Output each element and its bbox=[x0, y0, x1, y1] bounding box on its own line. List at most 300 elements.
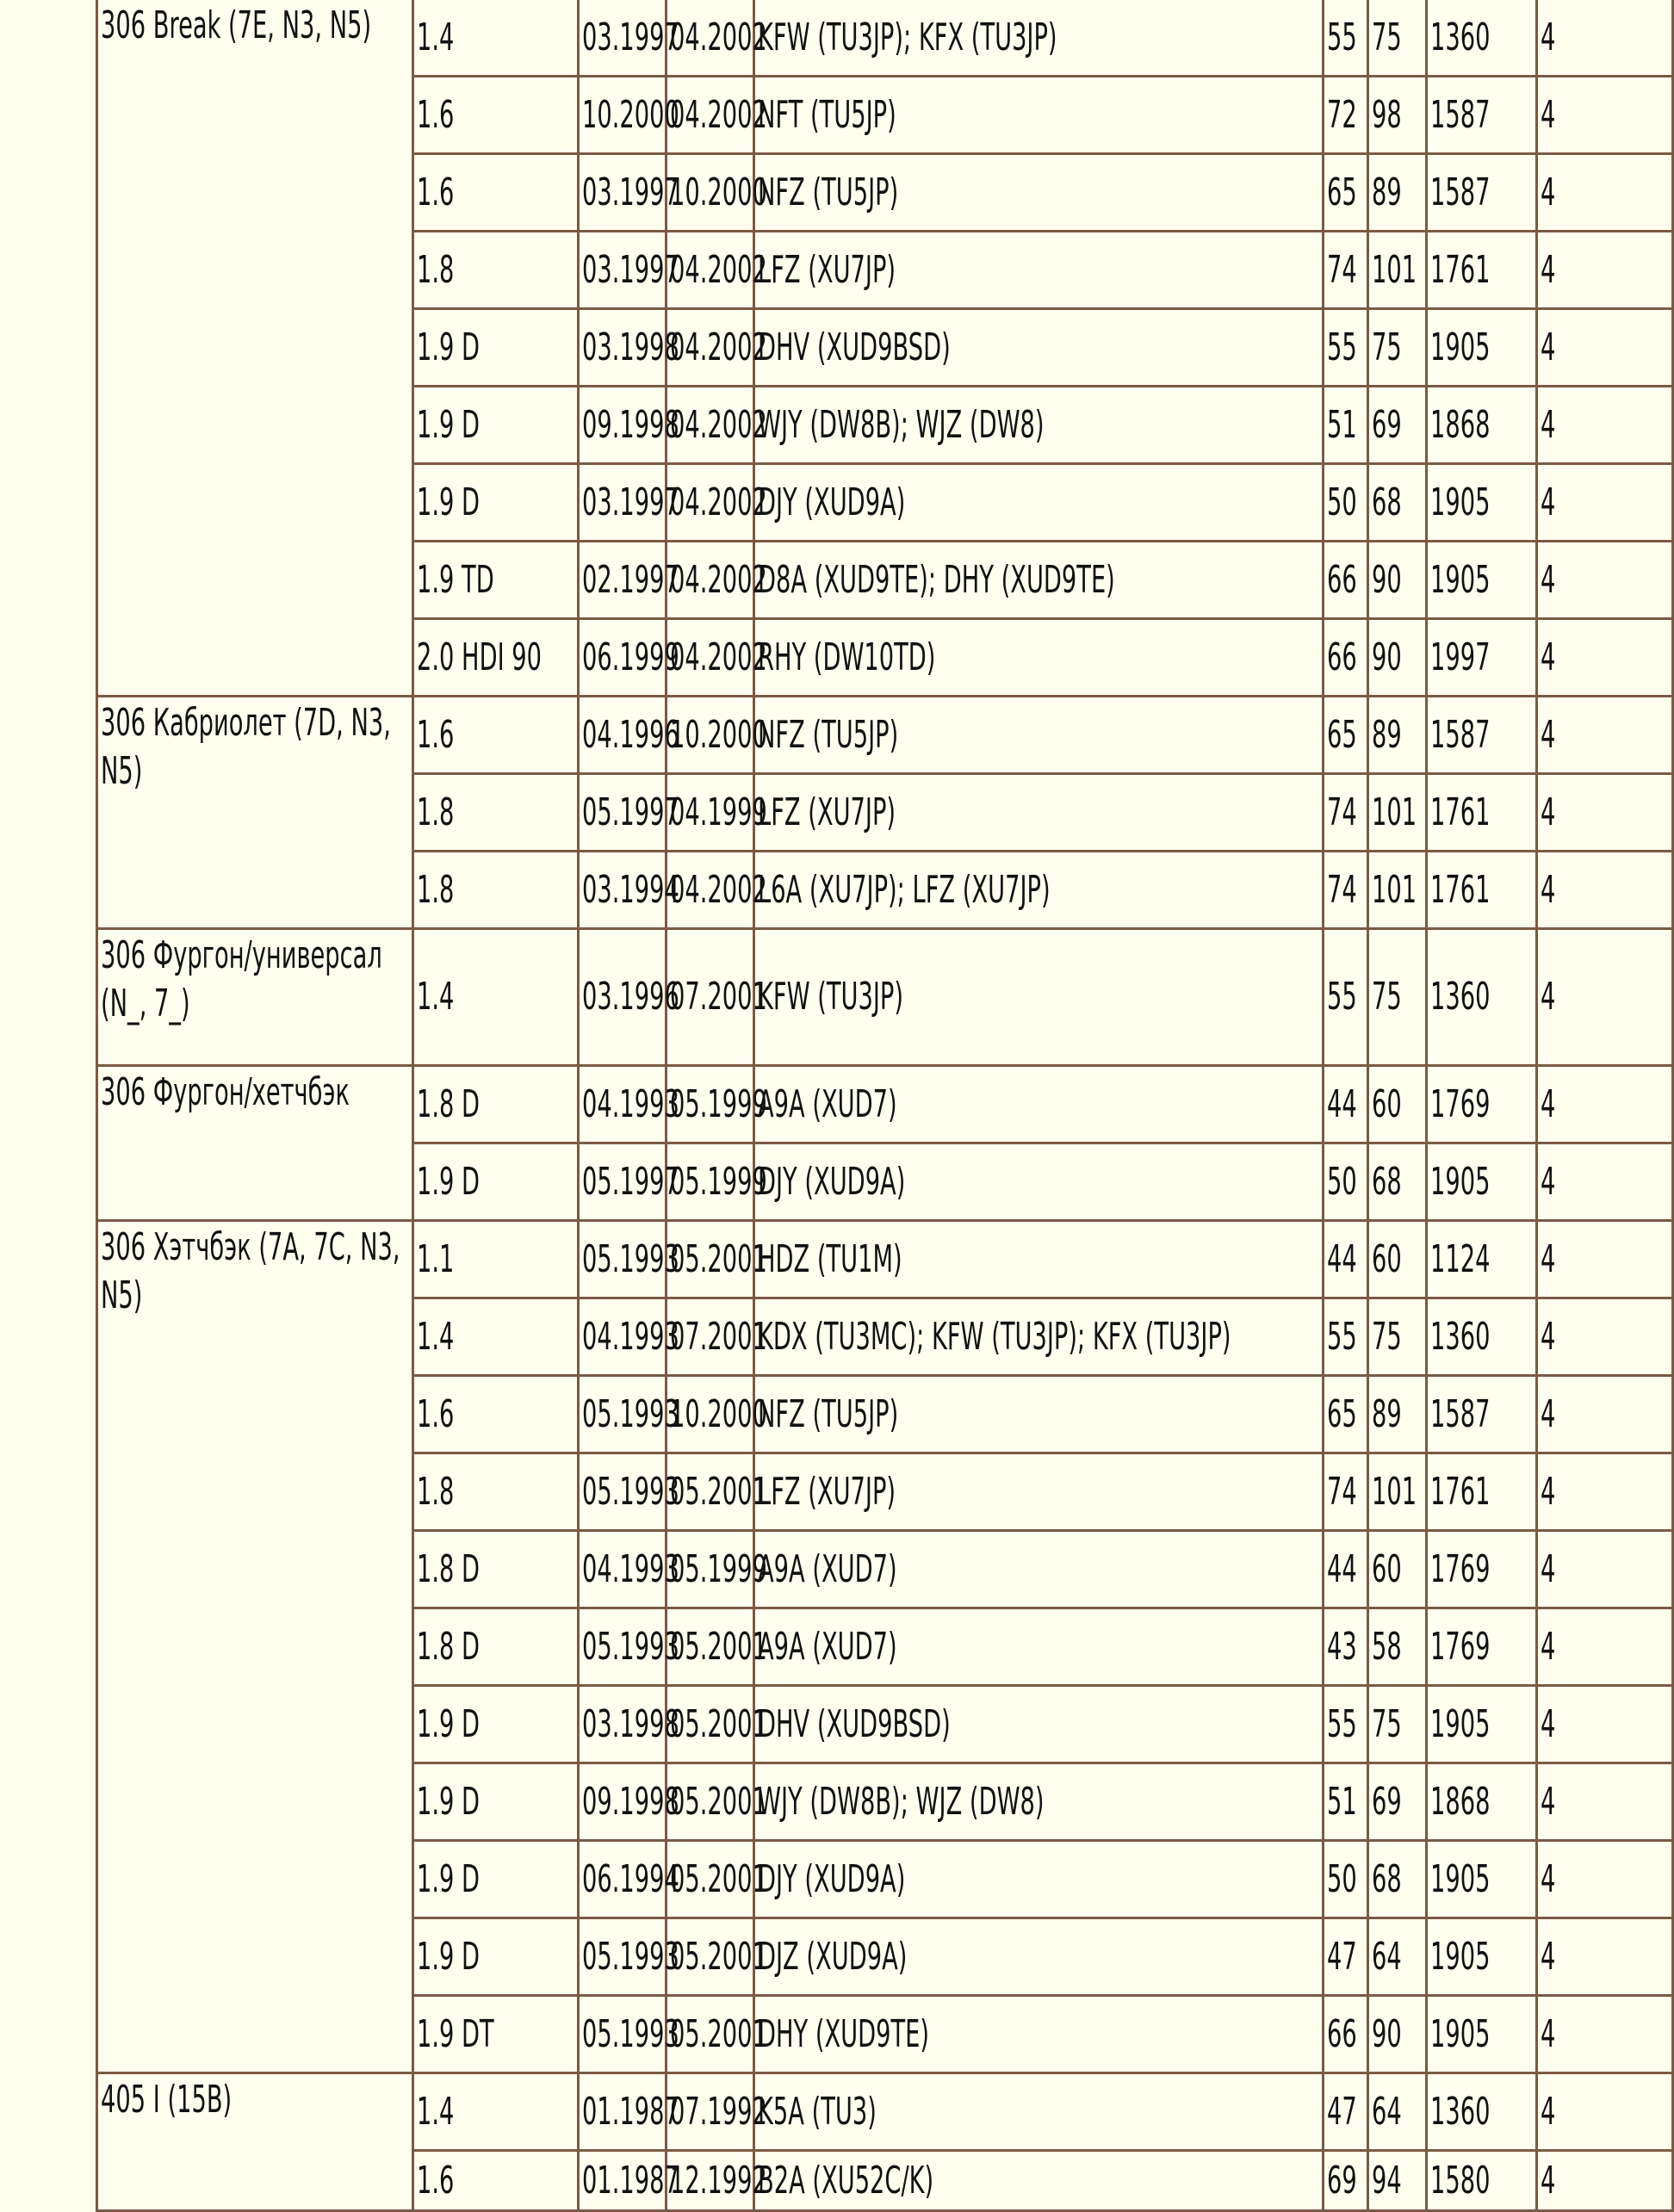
cylinders-text: 4 bbox=[1541, 1081, 1556, 1126]
year-from-cell bbox=[579, 464, 679, 542]
year-to-cell bbox=[666, 1376, 767, 1453]
engine-code-text: LFZ (XU7JP) bbox=[758, 1469, 896, 1514]
cylinders-cell bbox=[1537, 232, 1673, 309]
hp-text: 75 bbox=[1372, 1314, 1402, 1359]
engine-code-text: DJY (XUD9A) bbox=[758, 480, 906, 524]
engine-volume-cell bbox=[413, 1143, 579, 1221]
engine-volume-cell bbox=[413, 697, 579, 774]
engine-code-cell bbox=[754, 1686, 1324, 1763]
engine-volume-text: 1.4 bbox=[417, 975, 455, 1019]
ccm-cell bbox=[1427, 619, 1537, 697]
year-from-text: 03.1997 bbox=[582, 247, 679, 292]
engine-volume-text: 1.8 D bbox=[417, 1081, 480, 1126]
kw-text: 51 bbox=[1327, 1779, 1357, 1824]
year-to-text: 04.2002 bbox=[670, 557, 767, 602]
kw-text: 65 bbox=[1327, 1391, 1357, 1436]
year-from-cell bbox=[579, 852, 679, 929]
engine-volume-text: 1.8 D bbox=[417, 1546, 480, 1591]
engine-code-text: KFW (TU3JP) bbox=[758, 975, 903, 1019]
kw-cell bbox=[1324, 0, 1368, 77]
model-name: 306 Фургон/универсал (N_, 7_) bbox=[101, 933, 382, 1025]
engine-volume-cell bbox=[413, 154, 579, 232]
engine-code-cell bbox=[754, 232, 1324, 309]
hp-text: 90 bbox=[1372, 2011, 1402, 2056]
kw-cell bbox=[1324, 309, 1368, 387]
year-to-cell bbox=[666, 387, 767, 464]
year-from-text: 05.1993 bbox=[582, 1934, 679, 1979]
kw-text: 65 bbox=[1327, 712, 1357, 757]
hp-text: 60 bbox=[1372, 1546, 1402, 1591]
engine-volume-text: 2.0 HDI 90 bbox=[417, 635, 542, 679]
year-to-cell bbox=[666, 619, 767, 697]
engine-volume-text: 1.8 D bbox=[417, 1624, 480, 1669]
ccm-cell bbox=[1427, 2151, 1537, 2211]
year-from-text: 05.1993 bbox=[582, 1624, 679, 1669]
year-from-cell bbox=[579, 697, 679, 774]
year-from-text: 02.1997 bbox=[582, 557, 679, 602]
engine-volume-text: 1.6 bbox=[417, 2158, 455, 2203]
ccm-text: 1761 bbox=[1430, 867, 1491, 912]
engine-volume-cell bbox=[413, 1066, 579, 1143]
engine-code-text: K5A (TU3) bbox=[758, 2089, 877, 2134]
ccm-text: 1761 bbox=[1430, 790, 1491, 834]
table-row bbox=[97, 1066, 1673, 1143]
year-to-cell bbox=[666, 1143, 767, 1221]
year-to-text: 05.2001 bbox=[670, 1469, 767, 1514]
ccm-text: 1769 bbox=[1430, 1081, 1491, 1126]
ccm-text: 1905 bbox=[1430, 325, 1491, 369]
engine-code-text: NFZ (TU5JP) bbox=[758, 712, 899, 757]
ccm-cell bbox=[1427, 1531, 1537, 1608]
ccm-text: 1360 bbox=[1430, 2089, 1491, 2134]
ccm-text: 1580 bbox=[1430, 2158, 1491, 2203]
engine-code-cell bbox=[754, 77, 1324, 154]
year-from-cell bbox=[579, 1143, 679, 1221]
kw-cell bbox=[1324, 1841, 1368, 1918]
hp-text: 89 bbox=[1372, 1391, 1402, 1436]
year-from-text: 03.1998 bbox=[582, 1701, 679, 1746]
kw-text: 55 bbox=[1327, 15, 1357, 59]
kw-text: 55 bbox=[1327, 1314, 1357, 1359]
year-from-cell bbox=[579, 387, 679, 464]
hp-text: 75 bbox=[1372, 325, 1402, 369]
ccm-cell bbox=[1427, 1841, 1537, 1918]
ccm-cell bbox=[1427, 1686, 1537, 1763]
cylinders-text: 4 bbox=[1541, 1701, 1556, 1746]
engine-code-text: WJY (DW8B); WJZ (DW8) bbox=[758, 1779, 1045, 1824]
ccm-cell bbox=[1427, 1763, 1537, 1841]
year-from-cell bbox=[579, 1531, 679, 1608]
model-name: 306 Break (7E, N3, N5) bbox=[101, 3, 372, 47]
cylinders-text: 4 bbox=[1541, 1624, 1556, 1669]
kw-text: 55 bbox=[1327, 1701, 1357, 1746]
cylinders-text: 4 bbox=[1541, 790, 1556, 834]
year-to-cell bbox=[666, 1996, 767, 2073]
engine-code-text: D8A (XUD9TE); DHY (XUD9TE) bbox=[758, 557, 1115, 602]
engine-code-text: WJY (DW8B); WJZ (DW8) bbox=[758, 402, 1045, 447]
year-from-cell bbox=[579, 1996, 679, 2073]
year-from-text: 09.1998 bbox=[582, 402, 679, 447]
cylinders-cell bbox=[1537, 1763, 1673, 1841]
year-from-text: 03.1997 bbox=[582, 480, 679, 524]
engine-code-text: HDZ (TU1M) bbox=[758, 1236, 902, 1281]
engine-code-text: DHV (XUD9BSD) bbox=[758, 1701, 951, 1746]
year-from-cell bbox=[579, 232, 679, 309]
engine-volume-cell bbox=[413, 232, 579, 309]
hp-cell bbox=[1368, 2151, 1427, 2211]
engine-code-text: L6A (XU7JP); LFZ (XU7JP) bbox=[758, 867, 1051, 912]
year-from-text: 06.1999 bbox=[582, 635, 679, 679]
ccm-text: 1124 bbox=[1430, 1236, 1491, 1281]
ccm-cell bbox=[1427, 1453, 1537, 1531]
year-from-text: 01.1987 bbox=[582, 2158, 679, 2203]
hp-cell bbox=[1368, 1841, 1427, 1918]
engine-volume-cell bbox=[413, 542, 579, 619]
engine-volume-cell bbox=[413, 619, 579, 697]
model-cell bbox=[97, 1066, 413, 1221]
year-from-text: 05.1993 bbox=[582, 1236, 679, 1281]
engine-volume-text: 1.9 D bbox=[417, 1159, 480, 1204]
year-to-cell bbox=[666, 77, 767, 154]
year-to-text: 04.2002 bbox=[670, 92, 767, 137]
engine-volume-text: 1.9 D bbox=[417, 1856, 480, 1901]
kw-cell bbox=[1324, 697, 1368, 774]
year-from-text: 06.1994 bbox=[582, 1856, 679, 1901]
kw-cell bbox=[1324, 1453, 1368, 1531]
hp-cell bbox=[1368, 774, 1427, 852]
cylinders-cell bbox=[1537, 1066, 1673, 1143]
table-row bbox=[97, 697, 1673, 774]
engine-volume-cell bbox=[413, 77, 579, 154]
cylinders-cell bbox=[1537, 1841, 1673, 1918]
kw-text: 55 bbox=[1327, 975, 1357, 1019]
engine-code-text: LFZ (XU7JP) bbox=[758, 247, 896, 292]
year-from-text: 04.1993 bbox=[582, 1314, 679, 1359]
hp-text: 75 bbox=[1372, 975, 1402, 1019]
engine-code-cell bbox=[754, 697, 1324, 774]
cylinders-text: 4 bbox=[1541, 1856, 1556, 1901]
kw-text: 44 bbox=[1327, 1546, 1357, 1591]
year-to-cell bbox=[666, 1531, 767, 1608]
engine-code-cell bbox=[754, 309, 1324, 387]
year-to-cell bbox=[666, 464, 767, 542]
ccm-text: 1905 bbox=[1430, 1159, 1491, 1204]
year-to-text: 05.2001 bbox=[670, 1934, 767, 1979]
cylinders-text: 4 bbox=[1541, 1314, 1556, 1359]
cylinders-text: 4 bbox=[1541, 170, 1556, 214]
ccm-cell bbox=[1427, 0, 1537, 77]
engine-code-text: DJY (XUD9A) bbox=[758, 1856, 906, 1901]
model-name: 405 I (15B) bbox=[101, 2078, 232, 2122]
year-from-cell bbox=[579, 1066, 679, 1143]
engine-volume-cell bbox=[413, 1996, 579, 2073]
kw-cell bbox=[1324, 1531, 1368, 1608]
kw-text: 69 bbox=[1327, 2158, 1357, 2203]
engine-volume-text: 1.4 bbox=[417, 1314, 455, 1359]
cylinders-text: 4 bbox=[1541, 1159, 1556, 1204]
ccm-cell bbox=[1427, 542, 1537, 619]
engine-volume-text: 1.4 bbox=[417, 15, 455, 59]
cylinders-text: 4 bbox=[1541, 2089, 1556, 2134]
ccm-text: 1905 bbox=[1430, 480, 1491, 524]
engine-code-text: LFZ (XU7JP) bbox=[758, 790, 896, 834]
year-to-text: 05.1999 bbox=[670, 1081, 767, 1126]
kw-text: 66 bbox=[1327, 635, 1357, 679]
hp-text: 89 bbox=[1372, 170, 1402, 214]
table-row bbox=[97, 1221, 1673, 1298]
ccm-cell bbox=[1427, 774, 1537, 852]
kw-cell bbox=[1324, 1298, 1368, 1376]
year-from-text: 03.1994 bbox=[582, 867, 679, 912]
hp-cell bbox=[1368, 154, 1427, 232]
kw-text: 74 bbox=[1327, 1469, 1357, 1514]
year-to-cell bbox=[666, 1453, 767, 1531]
year-from-text: 04.1993 bbox=[582, 1546, 679, 1591]
engine-code-cell bbox=[754, 1376, 1324, 1453]
ccm-cell bbox=[1427, 697, 1537, 774]
year-to-cell bbox=[666, 2151, 767, 2211]
engine-volume-cell bbox=[413, 1453, 579, 1531]
kw-cell bbox=[1324, 1143, 1368, 1221]
year-to-cell bbox=[666, 929, 767, 1066]
engine-volume-cell bbox=[413, 774, 579, 852]
year-from-cell bbox=[579, 154, 679, 232]
engine-volume-cell bbox=[413, 1531, 579, 1608]
kw-text: 44 bbox=[1327, 1236, 1357, 1281]
hp-cell bbox=[1368, 852, 1427, 929]
engine-code-cell bbox=[754, 1298, 1324, 1376]
engine-code-text: DHV (XUD9BSD) bbox=[758, 325, 951, 369]
engine-volume-cell bbox=[413, 2151, 579, 2211]
cylinders-cell bbox=[1537, 542, 1673, 619]
engine-code-text: A9A (XUD7) bbox=[758, 1624, 897, 1669]
year-to-text: 05.2001 bbox=[670, 1624, 767, 1669]
year-from-text: 05.1997 bbox=[582, 790, 679, 834]
hp-text: 68 bbox=[1372, 480, 1402, 524]
kw-cell bbox=[1324, 387, 1368, 464]
engine-volume-text: 1.9 D bbox=[417, 480, 480, 524]
hp-text: 94 bbox=[1372, 2158, 1402, 2203]
hp-text: 69 bbox=[1372, 1779, 1402, 1824]
ccm-cell bbox=[1427, 77, 1537, 154]
engine-volume-text: 1.9 DT bbox=[417, 2011, 494, 2056]
year-from-text: 03.1997 bbox=[582, 15, 679, 59]
engine-code-text: KDX (TU3MC); KFW (TU3JP); KFX (TU3JP) bbox=[758, 1314, 1231, 1359]
year-to-text: 10.2000 bbox=[670, 712, 767, 757]
kw-cell bbox=[1324, 1996, 1368, 2073]
kw-text: 66 bbox=[1327, 2011, 1357, 2056]
ccm-text: 1905 bbox=[1430, 1934, 1491, 1979]
cylinders-cell bbox=[1537, 1453, 1673, 1531]
kw-cell bbox=[1324, 1763, 1368, 1841]
ccm-text: 1587 bbox=[1430, 712, 1491, 757]
engine-code-cell bbox=[754, 1841, 1324, 1918]
year-to-cell bbox=[666, 1841, 767, 1918]
ccm-cell bbox=[1427, 1221, 1537, 1298]
cylinders-cell bbox=[1537, 2073, 1673, 2151]
hp-cell bbox=[1368, 464, 1427, 542]
ccm-text: 1587 bbox=[1430, 170, 1491, 214]
cylinders-cell bbox=[1537, 619, 1673, 697]
engine-code-text: NFZ (TU5JP) bbox=[758, 170, 899, 214]
year-to-text: 05.2001 bbox=[670, 1236, 767, 1281]
engine-volume-text: 1.6 bbox=[417, 170, 455, 214]
kw-text: 65 bbox=[1327, 170, 1357, 214]
year-to-text: 07.1992 bbox=[670, 2089, 767, 2134]
ccm-cell bbox=[1427, 1918, 1537, 1996]
cylinders-text: 4 bbox=[1541, 1779, 1556, 1824]
hp-cell bbox=[1368, 697, 1427, 774]
engine-volume-text: 1.9 D bbox=[417, 1779, 480, 1824]
cylinders-text: 4 bbox=[1541, 247, 1556, 292]
year-to-cell bbox=[666, 1918, 767, 1996]
hp-text: 98 bbox=[1372, 92, 1402, 137]
hp-cell bbox=[1368, 1453, 1427, 1531]
hp-text: 101 bbox=[1372, 247, 1417, 292]
engine-volume-text: 1.8 bbox=[417, 247, 455, 292]
year-from-text: 03.1998 bbox=[582, 325, 679, 369]
year-to-text: 04.2002 bbox=[670, 402, 767, 447]
engine-volume-text: 1.8 bbox=[417, 867, 455, 912]
year-from-text: 03.1997 bbox=[582, 170, 679, 214]
year-from-text: 01.1987 bbox=[582, 2089, 679, 2134]
kw-cell bbox=[1324, 2151, 1368, 2211]
hp-cell bbox=[1368, 929, 1427, 1066]
hp-cell bbox=[1368, 387, 1427, 464]
year-to-text: 10.2000 bbox=[670, 170, 767, 214]
hp-cell bbox=[1368, 1531, 1427, 1608]
ccm-text: 1360 bbox=[1430, 15, 1491, 59]
year-to-cell bbox=[666, 1221, 767, 1298]
year-to-text: 05.2001 bbox=[670, 1856, 767, 1901]
hp-cell bbox=[1368, 2073, 1427, 2151]
engine-volume-text: 1.6 bbox=[417, 712, 455, 757]
ccm-cell bbox=[1427, 1376, 1537, 1453]
cylinders-cell bbox=[1537, 77, 1673, 154]
year-from-text: 04.1993 bbox=[582, 1081, 679, 1126]
ccm-text: 1905 bbox=[1430, 557, 1491, 602]
hp-text: 101 bbox=[1372, 867, 1417, 912]
year-to-text: 04.2002 bbox=[670, 480, 767, 524]
year-from-cell bbox=[579, 309, 679, 387]
cylinders-text: 4 bbox=[1541, 2011, 1556, 2056]
year-from-text: 10.2000 bbox=[582, 92, 679, 137]
hp-text: 75 bbox=[1372, 1701, 1402, 1746]
year-to-cell bbox=[666, 309, 767, 387]
year-to-cell bbox=[666, 232, 767, 309]
hp-cell bbox=[1368, 0, 1427, 77]
engine-code-text: DHY (XUD9TE) bbox=[758, 2011, 930, 2056]
kw-cell bbox=[1324, 2073, 1368, 2151]
year-to-text: 04.2002 bbox=[670, 15, 767, 59]
cylinders-text: 4 bbox=[1541, 325, 1556, 369]
engine-code-cell bbox=[754, 1996, 1324, 2073]
ccm-text: 1868 bbox=[1430, 402, 1491, 447]
cylinders-text: 4 bbox=[1541, 2158, 1556, 2203]
hp-cell bbox=[1368, 1066, 1427, 1143]
year-to-cell bbox=[666, 852, 767, 929]
engine-volume-text: 1.9 D bbox=[417, 325, 480, 369]
ccm-cell bbox=[1427, 387, 1537, 464]
cylinders-cell bbox=[1537, 852, 1673, 929]
year-from-cell bbox=[579, 619, 679, 697]
ccm-cell bbox=[1427, 154, 1537, 232]
hp-cell bbox=[1368, 1221, 1427, 1298]
year-to-cell bbox=[666, 2073, 767, 2151]
hp-text: 90 bbox=[1372, 557, 1402, 602]
kw-cell bbox=[1324, 464, 1368, 542]
hp-text: 68 bbox=[1372, 1159, 1402, 1204]
kw-cell bbox=[1324, 1686, 1368, 1763]
cylinders-cell bbox=[1537, 1531, 1673, 1608]
hp-cell bbox=[1368, 1763, 1427, 1841]
model-name: 306 Фургон/хетчбэк bbox=[101, 1070, 350, 1114]
kw-text: 66 bbox=[1327, 557, 1357, 602]
year-from-cell bbox=[579, 2073, 679, 2151]
kw-cell bbox=[1324, 232, 1368, 309]
ccm-text: 1587 bbox=[1430, 1391, 1491, 1436]
year-from-cell bbox=[579, 2151, 679, 2211]
hp-text: 101 bbox=[1372, 1469, 1417, 1514]
year-from-cell bbox=[579, 1686, 679, 1763]
cylinders-text: 4 bbox=[1541, 635, 1556, 679]
engine-volume-cell bbox=[413, 1376, 579, 1453]
kw-text: 50 bbox=[1327, 480, 1357, 524]
engine-code-text: A9A (XUD7) bbox=[758, 1546, 897, 1591]
engine-code-cell bbox=[754, 619, 1324, 697]
cylinders-cell bbox=[1537, 1918, 1673, 1996]
year-from-cell bbox=[579, 1453, 679, 1531]
cylinders-text: 4 bbox=[1541, 1236, 1556, 1281]
kw-cell bbox=[1324, 619, 1368, 697]
cylinders-text: 4 bbox=[1541, 1546, 1556, 1591]
engine-code-text: RHY (DW10TD) bbox=[758, 635, 936, 679]
year-from-text: 05.1993 bbox=[582, 1391, 679, 1436]
engine-volume-cell bbox=[413, 1686, 579, 1763]
ccm-text: 1769 bbox=[1430, 1546, 1491, 1591]
cylinders-cell bbox=[1537, 1608, 1673, 1686]
cylinders-cell bbox=[1537, 0, 1673, 77]
kw-text: 43 bbox=[1327, 1624, 1357, 1669]
engine-code-cell bbox=[754, 1221, 1324, 1298]
engine-volume-cell bbox=[413, 1841, 579, 1918]
ccm-text: 1905 bbox=[1430, 2011, 1491, 2056]
year-from-cell bbox=[579, 1918, 679, 1996]
ccm-text: 1868 bbox=[1430, 1779, 1491, 1824]
vehicle-applicability-table bbox=[96, 0, 1674, 2212]
hp-cell bbox=[1368, 1996, 1427, 2073]
year-from-cell bbox=[579, 1221, 679, 1298]
year-from-cell bbox=[579, 1841, 679, 1918]
engine-volume-cell bbox=[413, 1918, 579, 1996]
kw-text: 51 bbox=[1327, 402, 1357, 447]
kw-cell bbox=[1324, 1918, 1368, 1996]
hp-cell bbox=[1368, 232, 1427, 309]
engine-volume-cell bbox=[413, 464, 579, 542]
engine-volume-text: 1.9 D bbox=[417, 402, 480, 447]
kw-cell bbox=[1324, 77, 1368, 154]
engine-volume-cell bbox=[413, 929, 579, 1066]
engine-code-cell bbox=[754, 1763, 1324, 1841]
cylinders-cell bbox=[1537, 774, 1673, 852]
engine-volume-cell bbox=[413, 1608, 579, 1686]
engine-volume-text: 1.6 bbox=[417, 1391, 455, 1436]
ccm-text: 1905 bbox=[1430, 1856, 1491, 1901]
engine-code-cell bbox=[754, 2151, 1324, 2211]
ccm-cell bbox=[1427, 1143, 1537, 1221]
year-to-cell bbox=[666, 1763, 767, 1841]
kw-text: 74 bbox=[1327, 247, 1357, 292]
